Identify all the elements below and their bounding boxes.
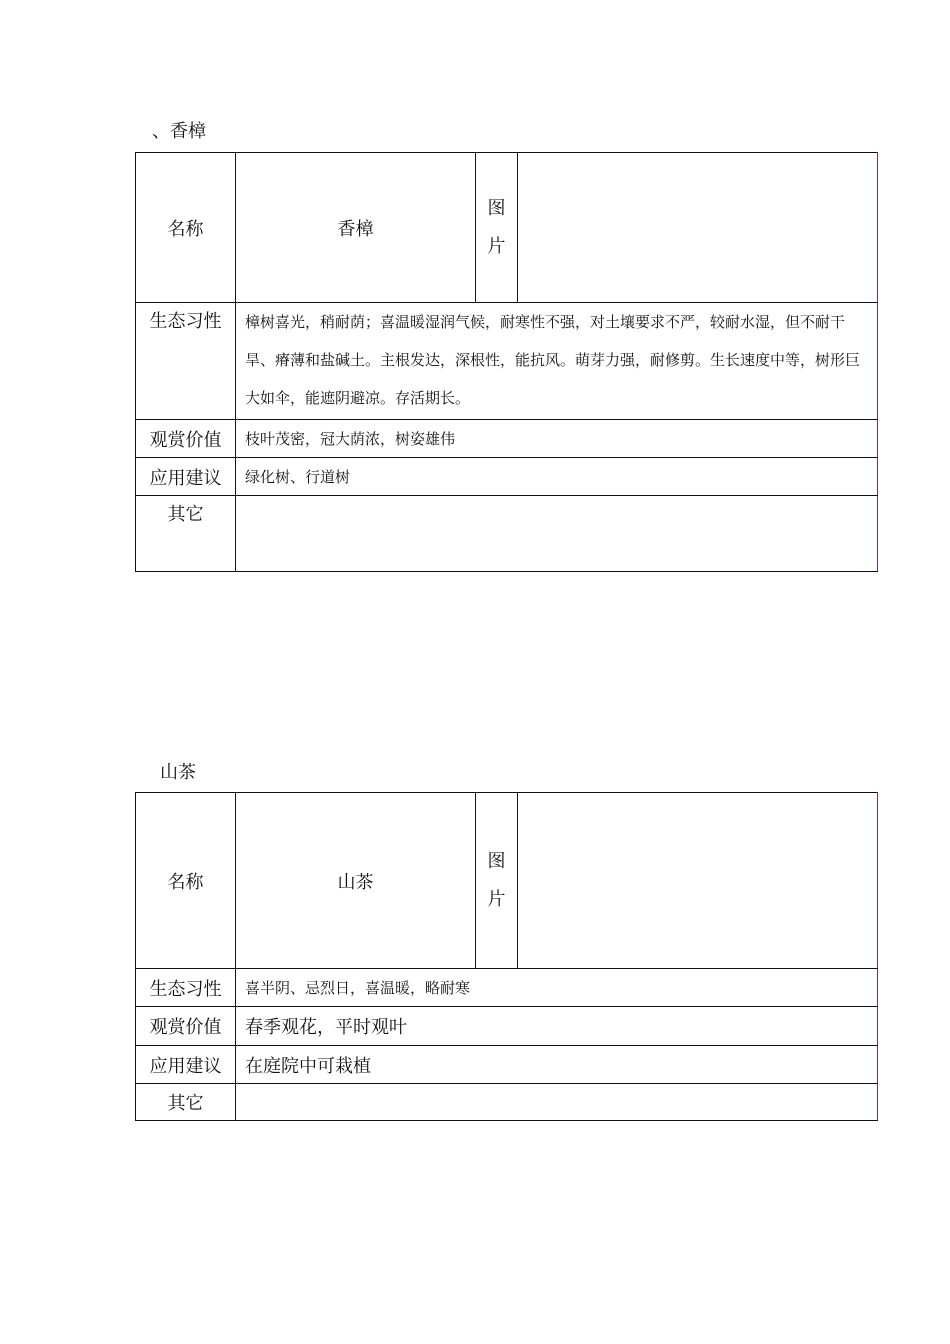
ornamental-label: 观赏价值 [136, 1007, 236, 1046]
picture-label [476, 793, 518, 969]
other-text [236, 496, 878, 572]
picture-label-char1: 图 [487, 850, 506, 872]
plant-name: 香樟 [236, 153, 476, 303]
ornamental-text: 春季观花，平时观叶 [236, 1007, 878, 1046]
section-title-camellia: 山茶 [160, 762, 196, 783]
plant-name: 山茶 [236, 793, 476, 969]
application-text: 在庭院中可栽植 [236, 1046, 878, 1084]
picture-label-char2: 片 [487, 235, 506, 257]
application-label: 应用建议 [136, 1046, 236, 1084]
ecology-label: 生态习性 [136, 969, 236, 1007]
application-text: 绿化树、行道树 [236, 458, 878, 496]
plant-table-camphor [135, 152, 878, 572]
ecology-text: 喜半阴、忌烈日，喜温暖，略耐寒 [236, 969, 878, 1007]
application-label: 应用建议 [136, 458, 236, 496]
ecology-text: 樟树喜光，稍耐荫；喜温暖湿润气候，耐寒性不强，对土壤要求不严，较耐水湿，但不耐干旱、瘠薄和盐碱土。主根发达，深根性，能抗风。萌芽力强，耐修剪。生长速度中等，树形巨大如伞，能遮阴避凉。存活期长。 [236, 303, 878, 420]
picture-label-char2: 片 [487, 888, 506, 910]
other-text [236, 1084, 878, 1121]
section-title-camphor: 、香樟 [152, 121, 206, 142]
ecology-label: 生态习性 [136, 303, 236, 420]
name-label: 名称 [136, 153, 236, 303]
other-label: 其它 [136, 1084, 236, 1121]
picture-cell [518, 793, 878, 969]
other-label: 其它 [136, 496, 236, 572]
name-label: 名称 [136, 793, 236, 969]
picture-cell [518, 153, 878, 303]
ornamental-text: 枝叶茂密，冠大荫浓，树姿雄伟 [236, 420, 878, 458]
picture-label [476, 153, 518, 303]
ornamental-label: 观赏价值 [136, 420, 236, 458]
picture-label-char1: 图 [487, 197, 506, 219]
plant-table-camellia [135, 792, 878, 1121]
